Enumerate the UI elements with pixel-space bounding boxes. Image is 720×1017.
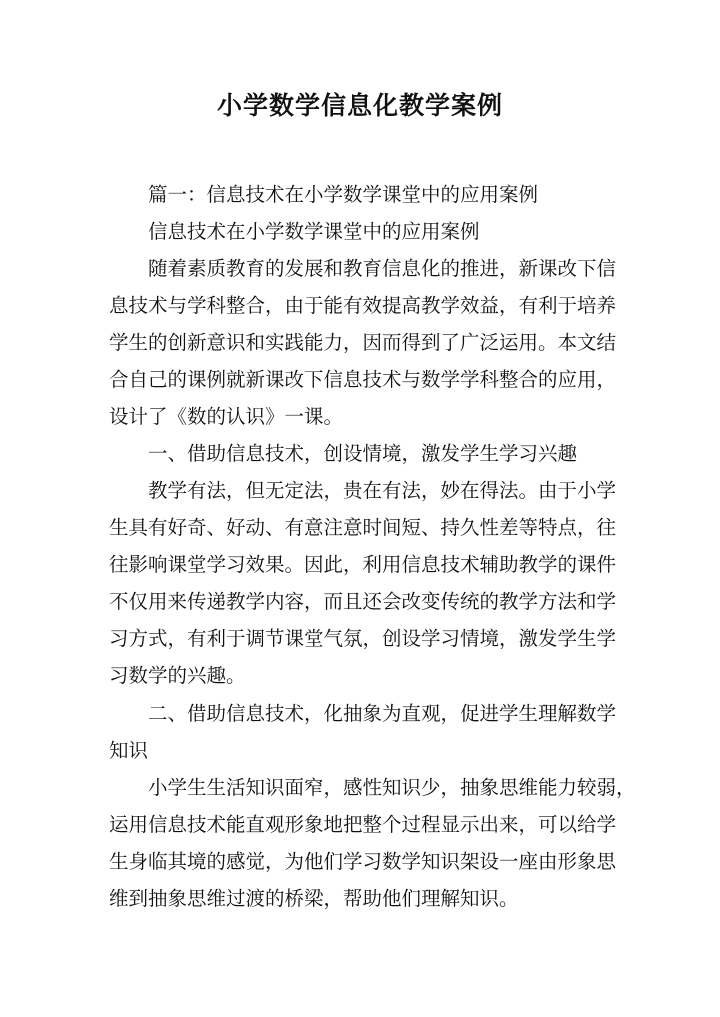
section-heading: 篇一：信息技术在小学数学课堂中的应用案例 (148, 183, 539, 206)
paragraph-line: 不仅用来传递教学内容，而且还会改变传统的教学方法和学 (109, 590, 617, 613)
paragraph-line: 随着素质教育的发展和教育信息化的推进，新课改下信 (148, 257, 617, 280)
paragraph-line: 习数学的兴趣。 (109, 664, 246, 687)
paragraph-line: 往影响课堂学习效果。因此，利用信息技术辅助教学的课件 (109, 553, 617, 576)
paragraph-line: 教学有法，但无定法，贵在有法，妙在得法。由于小学 (148, 479, 617, 502)
subsection-heading: 一、借助信息技术，创设情境，激发学生学习兴趣 (148, 442, 578, 465)
subsection-heading-continued: 知识 (109, 739, 149, 762)
paragraph-line: 生具有好奇、好动、有意注意时间短、持久性差等特点，往 (109, 516, 617, 539)
paragraph-line: 息技术与学科整合，由于能有效提高教学效益，有利于培养 (109, 294, 617, 317)
paragraph-line: 设计了《数的认识》一课。 (109, 405, 344, 428)
paragraph-line: 维到抽象思维过渡的桥梁，帮助他们理解知识。 (109, 887, 519, 910)
document-title: 小学数学信息化教学案例 (216, 91, 503, 120)
paragraph-line: 合自己的课例就新课改下信息技术与数学学科整合的应用， (109, 368, 617, 391)
paragraph-line: 生身临其境的感觉，为他们学习数学知识架设一座由形象思 (109, 850, 617, 873)
paragraph-line: 习方式，有利于调节课堂气氛，创设学习情境，激发学生学 (109, 627, 617, 650)
paragraph-line: 学生的创新意识和实践能力，因而得到了广泛运用。本文结 (109, 331, 617, 354)
paragraph-line: 小学生生活知识面窄，感性知识少，抽象思维能力较弱， (148, 776, 636, 799)
paragraph-line: 运用信息技术能直观形象地把整个过程显示出来，可以给学 (109, 813, 617, 836)
subsection-heading: 二、借助信息技术，化抽象为直观，促进学生理解数学 (148, 702, 617, 725)
article-title: 信息技术在小学数学课堂中的应用案例 (148, 220, 480, 243)
